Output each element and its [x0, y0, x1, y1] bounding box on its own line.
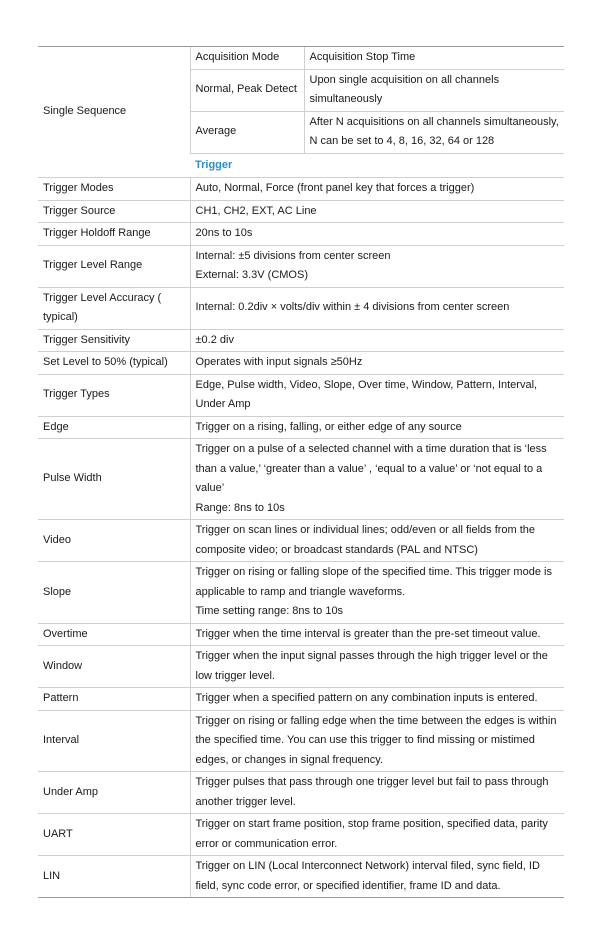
- row-value: [190, 562, 564, 624]
- value-line: External: 3.3V (CMOS): [195, 269, 308, 281]
- row-value: Trigger on a rising, falling, or either edge of any source: [190, 416, 564, 439]
- acq-mode-header: Acquisition Mode: [190, 47, 304, 70]
- single-sequence-label: Single Sequence: [38, 47, 190, 178]
- row-value: Auto, Normal, Force (front panel key that forces a trigger): [190, 178, 564, 201]
- table-row: [38, 646, 564, 688]
- row-label: Interval: [38, 710, 190, 772]
- table-row: [38, 200, 564, 223]
- row-value: Trigger on start frame position, stop frame position, specified data, parity error or communication error.: [190, 814, 564, 856]
- row-value: Edge, Pulse width, Video, Slope, Over time, Window, Pattern, Interval, Under Amp: [190, 374, 564, 416]
- row-label: Trigger Level Accuracy ( typical): [38, 287, 190, 329]
- row-label: LIN: [38, 856, 190, 898]
- acq-mode-cell: Average: [190, 111, 304, 153]
- row-label: Trigger Sensitivity: [38, 329, 190, 352]
- row-value: Trigger when a specified pattern on any combination inputs is entered.: [190, 688, 564, 711]
- table-row: [38, 814, 564, 856]
- row-value: Trigger on rising or falling edge when the time between the edges is within the specified time. You can use this trigger to find missing or mistimed edges, or changes in signal frequency.: [190, 710, 564, 772]
- row-label: Video: [38, 520, 190, 562]
- row-label: Trigger Holdoff Range: [38, 223, 190, 246]
- row-value: Trigger pulses that pass through one trigger level but fail to pass through another trigger level.: [190, 772, 564, 814]
- row-value: Operates with input signals ≥50Hz: [190, 352, 564, 375]
- value-line: Time setting range: 8ns to 10s: [195, 605, 344, 617]
- table-row: [38, 439, 564, 520]
- row-value: ±0.2 div: [190, 329, 564, 352]
- row-label: Trigger Source: [38, 200, 190, 223]
- row-value: Trigger when the input signal passes through the high trigger level or the low trigger level.: [190, 646, 564, 688]
- value-line: Trigger on a pulse of a selected channel with a time duration that is ‘less than a value,’ ‘greater than a value’ , ‘equal to a value’ or ‘not equal to a value’: [195, 443, 547, 494]
- table-row: [38, 710, 564, 772]
- row-value: CH1, CH2, EXT, AC Line: [190, 200, 564, 223]
- row-value: 20ns to 10s: [190, 223, 564, 246]
- table-row: [38, 352, 564, 375]
- row-value: Trigger on scan lines or individual lines; odd/even or all fields from the composite video; or broadcast standards (PAL and NTSC): [190, 520, 564, 562]
- spec-table: [38, 46, 564, 898]
- row-label: UART: [38, 814, 190, 856]
- row-label: Trigger Modes: [38, 178, 190, 201]
- value-line: Internal: ±5 divisions from center screen: [195, 249, 391, 262]
- table-row: [38, 178, 564, 201]
- table-row: [38, 520, 564, 562]
- table-row: [38, 856, 564, 898]
- table-row: [38, 223, 564, 246]
- acq-stop-header: Acquisition Stop Time: [304, 47, 564, 70]
- table-row: [38, 416, 564, 439]
- table-row: [38, 287, 564, 329]
- row-value: Trigger when the time interval is greater than the pre-set timeout value.: [190, 623, 564, 646]
- row-value: [190, 245, 564, 287]
- table-row: [38, 245, 564, 287]
- row-label: Trigger Types: [38, 374, 190, 416]
- acq-stop-cell: After N acquisitions on all channels simultaneously, N can be set to 4, 8, 16, 32, 64 or 128: [304, 111, 564, 153]
- table-row: [38, 562, 564, 624]
- row-label: Overtime: [38, 623, 190, 646]
- acq-mode-cell: Normal, Peak Detect: [190, 69, 304, 111]
- row-label: Under Amp: [38, 772, 190, 814]
- section-title: Trigger: [190, 153, 564, 178]
- row-label: Trigger Level Range: [38, 245, 190, 287]
- row-label: Pulse Width: [38, 439, 190, 520]
- row-label: Edge: [38, 416, 190, 439]
- row-value: [190, 439, 564, 520]
- table-row: [38, 688, 564, 711]
- row-value: Internal: 0.2div × volts/div within ± 4 divisions from center screen: [190, 287, 564, 329]
- row-label: Set Level to 50% (typical): [38, 352, 190, 375]
- value-line: Trigger on rising or falling slope of the specified time. This trigger mode is applicable to ramp and triangle waveforms.: [195, 566, 552, 598]
- table-row: [38, 623, 564, 646]
- table-row: [38, 772, 564, 814]
- row-label: Pattern: [38, 688, 190, 711]
- table-row: [38, 374, 564, 416]
- table-row: [38, 47, 564, 70]
- acq-stop-cell: Upon single acquisition on all channels simultaneously: [304, 69, 564, 111]
- table-row: [38, 329, 564, 352]
- value-line: Range: 8ns to 10s: [195, 501, 285, 514]
- row-value: Trigger on LIN (Local Interconnect Network) interval filed, sync field, ID field, sync code error, or specified identifier, frame ID and data.: [190, 856, 564, 898]
- row-label: Window: [38, 646, 190, 688]
- row-label: Slope: [38, 562, 190, 624]
